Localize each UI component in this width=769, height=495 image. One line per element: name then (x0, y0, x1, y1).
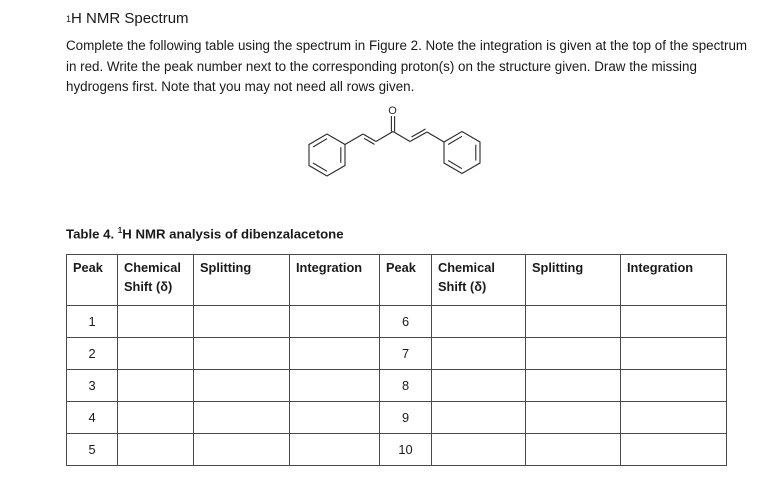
chemical-shift-cell[interactable] (118, 370, 194, 402)
table-header-row (67, 255, 727, 306)
integration-cell[interactable] (621, 402, 727, 434)
header-chemical-shift-left: Chemical Shift (δ) (118, 255, 194, 306)
header-integration-left: Integration (290, 255, 380, 306)
chemical-shift-cell[interactable] (118, 402, 194, 434)
splitting-cell[interactable] (526, 306, 621, 338)
splitting-cell[interactable] (526, 434, 621, 466)
peak-number-cell: 3 (67, 370, 118, 402)
header-chemical-shift-right: Chemical Shift (δ) (432, 255, 526, 306)
chemical-shift-cell[interactable] (118, 338, 194, 370)
integration-cell[interactable] (621, 370, 727, 402)
peak-number-cell: 8 (380, 370, 432, 402)
chemical-shift-cell[interactable] (432, 306, 526, 338)
integration-cell[interactable] (621, 434, 727, 466)
splitting-cell[interactable] (194, 402, 290, 434)
peak-number-cell: 6 (380, 306, 432, 338)
integration-cell[interactable] (290, 434, 380, 466)
integration-cell[interactable] (621, 306, 727, 338)
splitting-cell[interactable] (194, 370, 290, 402)
table-caption (66, 226, 344, 241)
chemical-shift-cell[interactable] (432, 402, 526, 434)
caption-suffix: H NMR analysis of dibenzalacetone (122, 226, 344, 242)
table-row (67, 338, 727, 370)
header-peak-left: Peak (67, 255, 118, 306)
chemical-shift-cell[interactable] (118, 306, 194, 338)
peak-number-cell: 10 (380, 434, 432, 466)
splitting-cell[interactable] (194, 306, 290, 338)
heading-text: H NMR Spectrum (71, 10, 189, 27)
table-row (67, 434, 727, 466)
integration-cell[interactable] (621, 338, 727, 370)
chemical-shift-cell[interactable] (432, 338, 526, 370)
dibenzalacetone-structure (296, 104, 496, 188)
splitting-cell[interactable] (526, 402, 621, 434)
chemical-shift-cell[interactable] (118, 434, 194, 466)
caption-prefix: Table 4. (66, 226, 118, 242)
oxygen-label: O (388, 105, 397, 117)
peak-number-cell: 7 (380, 338, 432, 370)
table-row (67, 370, 727, 402)
integration-cell[interactable] (290, 306, 380, 338)
header-peak-right: Peak (380, 255, 432, 306)
header-integration-right: Integration (621, 255, 727, 306)
peak-number-cell: 5 (67, 434, 118, 466)
heading-superscript: 1 (66, 14, 72, 24)
instructions-paragraph: Complete the following table using the spectrum in Figure 2. Note the integration is given at the top of the spectrum in red. Write the peak number next to the corresponding proton(s) on the structure given. Draw the missing hydrogens first. Note that you may not need all rows given. (66, 38, 748, 94)
peak-number-cell: 9 (380, 402, 432, 434)
splitting-cell[interactable] (526, 370, 621, 402)
splitting-cell[interactable] (194, 434, 290, 466)
header-splitting-right: Splitting (526, 255, 621, 306)
caption-superscript: 1 (117, 226, 123, 235)
integration-cell[interactable] (290, 402, 380, 434)
table-row (67, 306, 727, 338)
nmr-analysis-table (66, 254, 727, 466)
splitting-cell[interactable] (526, 338, 621, 370)
chemical-shift-cell[interactable] (432, 434, 526, 466)
splitting-cell[interactable] (194, 338, 290, 370)
integration-cell[interactable] (290, 338, 380, 370)
peak-number-cell: 4 (67, 402, 118, 434)
header-splitting-left: Splitting (194, 255, 290, 306)
peak-number-cell: 2 (67, 338, 118, 370)
section-heading (66, 10, 189, 27)
chemical-shift-cell[interactable] (432, 370, 526, 402)
table-row (67, 402, 727, 434)
integration-cell[interactable] (290, 370, 380, 402)
peak-number-cell: 1 (67, 306, 118, 338)
